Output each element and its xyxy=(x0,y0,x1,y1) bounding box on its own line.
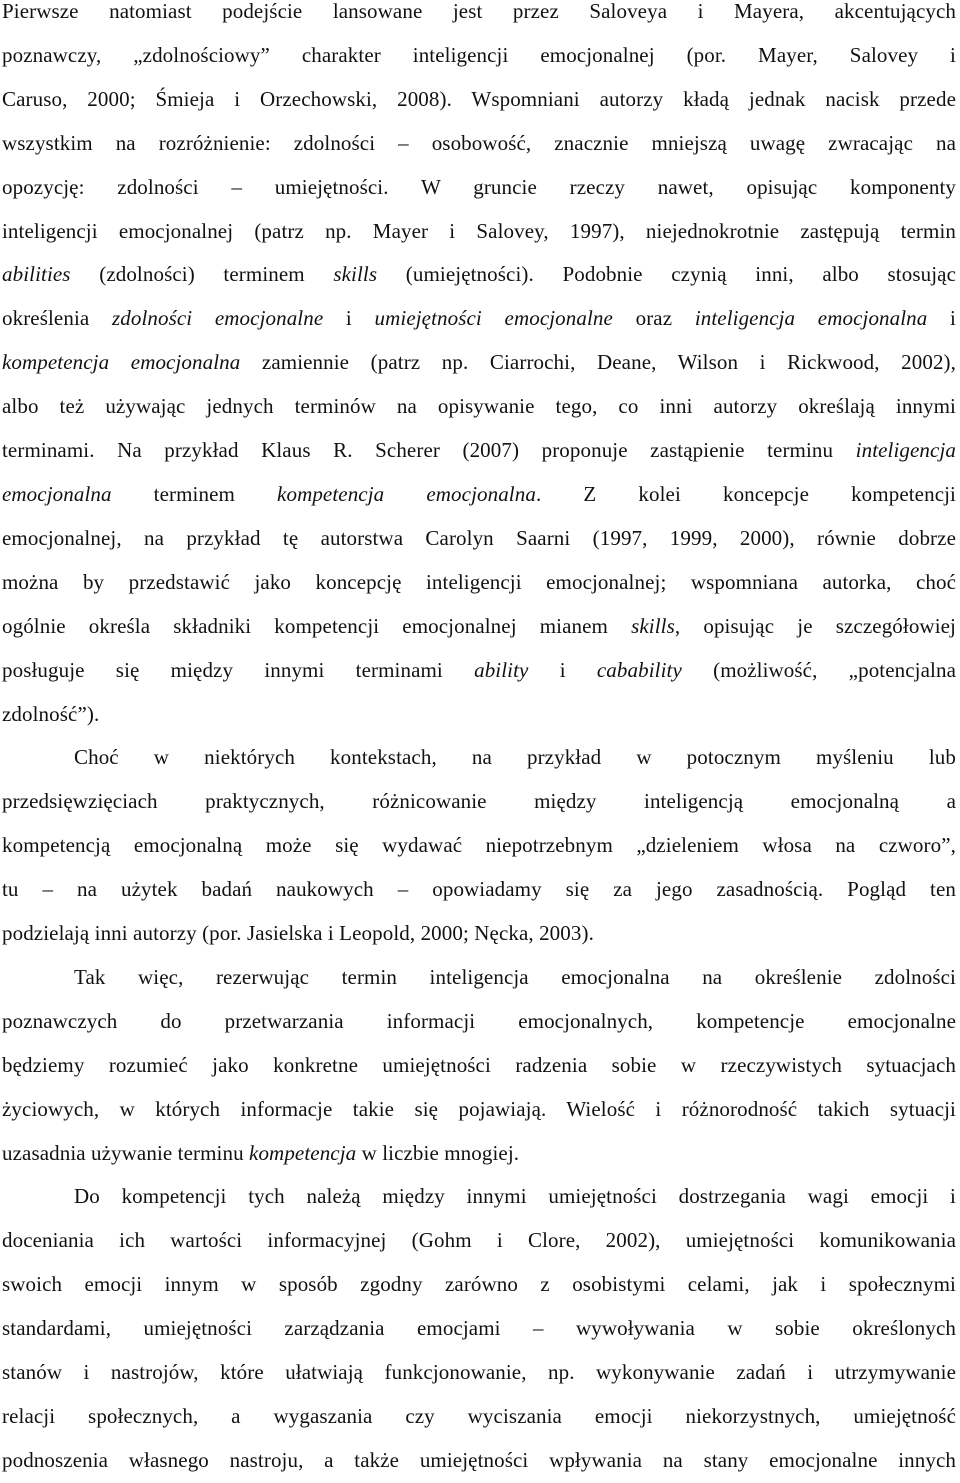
text-line xyxy=(2,1351,956,1395)
text-run: uzasadnia używanie terminu xyxy=(2,1140,250,1165)
text-run: stanów i nastrojów, które ułatwiają funkcjonowanie, np. wykonywanie zadań i utrzymywanie xyxy=(2,1360,956,1385)
text-line xyxy=(2,780,956,824)
text-run: emocjonalnej, na przykład tę autorstwa Carolyn Saarni (1997, 1999, 2000), równie dobrze xyxy=(2,525,956,550)
italic-term: inteligencja emocjonalna xyxy=(694,306,928,331)
text-run: podzielają inni autorzy (por. Jasielska i Leopold, 2000; Nęcka, 2003). xyxy=(2,921,594,946)
text-run: zdolność”). xyxy=(2,701,100,726)
text-run: poznawczych do przetwarzania informacji emocjonalnych, kompetencje emocjonalne xyxy=(2,1008,956,1033)
text-line xyxy=(2,1263,956,1307)
text-line xyxy=(2,605,956,649)
text-run: życiowych, w których informacje takie się pojawiają. Wielość i różnorodność takich sytuacji xyxy=(2,1096,956,1121)
text-run: można by przedstawić jako koncepcję inteligencji emocjonalnej; wspomniana autorka, choć xyxy=(2,569,956,594)
italic-term: abilities xyxy=(2,262,71,287)
text-line xyxy=(2,1000,956,1044)
text-run: zamiennie (patrz np. Ciarrochi, Deane, Wilson i Rickwood, 2002), xyxy=(240,350,956,375)
text-run: określenia xyxy=(2,306,112,331)
text-run: opozycję: zdolności – umiejętności. W gruncie rzeczy nawet, opisując komponenty xyxy=(2,174,956,199)
text-line xyxy=(2,912,956,956)
text-line xyxy=(2,824,956,868)
text-line xyxy=(2,0,956,34)
text-run: oraz xyxy=(612,306,695,331)
text-run: wszystkim na rozróżnienie: zdolności – osobowość, znacznie mniejszą uwagę zwracając na xyxy=(2,130,956,155)
text-line xyxy=(2,1307,956,1351)
text-run: swoich emocji innym w sposób zgodny zarówno z osobistymi celami, jak i społecznymi xyxy=(2,1272,956,1297)
text-run: Choć w niektórych kontekstach, na przykład w potocznym myśleniu lub xyxy=(74,745,956,770)
text-line xyxy=(2,1175,956,1219)
text-run: , opisując je szczegółowiej xyxy=(674,613,956,638)
text-line xyxy=(2,1439,956,1483)
paragraph xyxy=(2,0,956,736)
text-line xyxy=(2,297,956,341)
paragraph xyxy=(2,956,956,1176)
text-line xyxy=(2,429,956,473)
paragraph xyxy=(2,736,956,956)
text-line xyxy=(2,868,956,912)
text-run: . Z kolei koncepcje kompetencji xyxy=(535,481,956,506)
text-run: podnoszenia własnego nastroju, a także umiejętności wpływania na stany emocjonalne innych xyxy=(2,1447,956,1472)
text-line xyxy=(2,1395,956,1439)
text-run: terminami. Na przykład Klaus R. Scherer (2007) proponuje zastąpienie terminu xyxy=(2,438,856,463)
paragraph xyxy=(2,1175,956,1482)
text-run: posługuje się między innymi terminami xyxy=(2,657,475,682)
text-run: kompetencją emocjonalną może się wydawać niepotrzebnym „dzieleniem włosa na czworo”, xyxy=(2,833,956,858)
text-run: albo też używając jednych terminów na opisywanie tego, co inni autorzy określają innymi xyxy=(2,394,956,419)
text-line xyxy=(2,736,956,780)
text-run: ogólnie określa składniki kompetencji emocjonalnej mianem xyxy=(2,613,632,638)
italic-term: kompetencja emocjonalna xyxy=(277,481,536,506)
text-line xyxy=(2,649,956,693)
text-line xyxy=(2,1088,956,1132)
text-line xyxy=(2,956,956,1000)
text-line xyxy=(2,122,956,166)
text-line xyxy=(2,517,956,561)
italic-term: inteligencja xyxy=(855,438,956,463)
italic-term: umiejętności emocjonalne xyxy=(374,306,613,331)
text-run: Pierwsze natomiast podejście lansowane jest przez Saloveya i Mayera, akcentujących xyxy=(2,0,956,23)
text-line xyxy=(2,1044,956,1088)
text-run: przedsięwzięciach praktycznych, różnicowanie między inteligencją emocjonalną a xyxy=(2,789,956,814)
text-line xyxy=(2,34,956,78)
text-line xyxy=(2,561,956,605)
text-run: i xyxy=(323,306,375,331)
italic-term: emocjonalna xyxy=(2,481,112,506)
text-run: (możliwość, „potencjalna xyxy=(681,657,956,682)
text-run: relacji społecznych, a wygaszania czy wyciszania emocji niekorzystnych, umiejętność xyxy=(2,1404,956,1428)
text-line xyxy=(2,693,956,737)
text-line xyxy=(2,210,956,254)
italic-term: skills xyxy=(333,262,378,287)
text-run: będziemy rozumieć jako konkretne umiejętności radzenia sobie w rzeczywistych sytuacjach xyxy=(2,1052,956,1077)
text-run: Caruso, 2000; Śmieja i Orzechowski, 2008). Wspomniani autorzy kładą jednak nacisk przede xyxy=(2,86,956,111)
text-run: i xyxy=(528,657,597,682)
text-line xyxy=(2,1219,956,1263)
italic-term: kompetencja emocjonalna xyxy=(2,350,241,375)
text-line xyxy=(2,385,956,429)
text-run: (umiejętności). Podobnie czynią inni, albo stosując xyxy=(377,262,956,287)
italic-term: zdolności emocjonalne xyxy=(111,306,324,331)
text-run: (zdolności) terminem xyxy=(70,262,334,287)
text-run: terminem xyxy=(111,481,278,506)
italic-term: cabability xyxy=(596,657,682,682)
text-run: poznawczy, „zdolnościowy” charakter inteligencji emocjonalnej (por. Mayer, Salovey i xyxy=(2,42,956,67)
text-run: tu – na użytek badań naukowych – opowiadamy się za jego zasadnością. Pogląd ten xyxy=(2,877,956,902)
text-line xyxy=(2,78,956,122)
italic-term: ability xyxy=(474,657,529,682)
text-run: inteligencji emocjonalnej (patrz np. Mayer i Salovey, 1997), niejednokrotnie zastępują termin xyxy=(2,218,956,243)
text-line xyxy=(2,341,956,385)
text-run: doceniania ich wartości informacyjnej (Gohm i Clore, 2002), umiejętności komunikowania xyxy=(2,1228,956,1253)
italic-term: kompetencja xyxy=(249,1140,357,1165)
text-line xyxy=(2,473,956,517)
text-run: w liczbie mnogiej. xyxy=(356,1140,520,1165)
text-run: i xyxy=(927,306,956,331)
text-run: Tak więc, rezerwując termin inteligencja emocjonalna na określenie zdolności xyxy=(74,964,956,989)
text-line xyxy=(2,253,956,297)
text-line xyxy=(2,166,956,210)
italic-term: skills xyxy=(631,613,675,638)
text-line xyxy=(2,1132,956,1176)
text-run: standardami, umiejętności zarządzania emocjami – wywoływania w sobie określonych xyxy=(2,1316,956,1341)
text-run: Do kompetencji tych należą między innymi umiejętności dostrzegania wagi emocji i xyxy=(74,1184,956,1209)
